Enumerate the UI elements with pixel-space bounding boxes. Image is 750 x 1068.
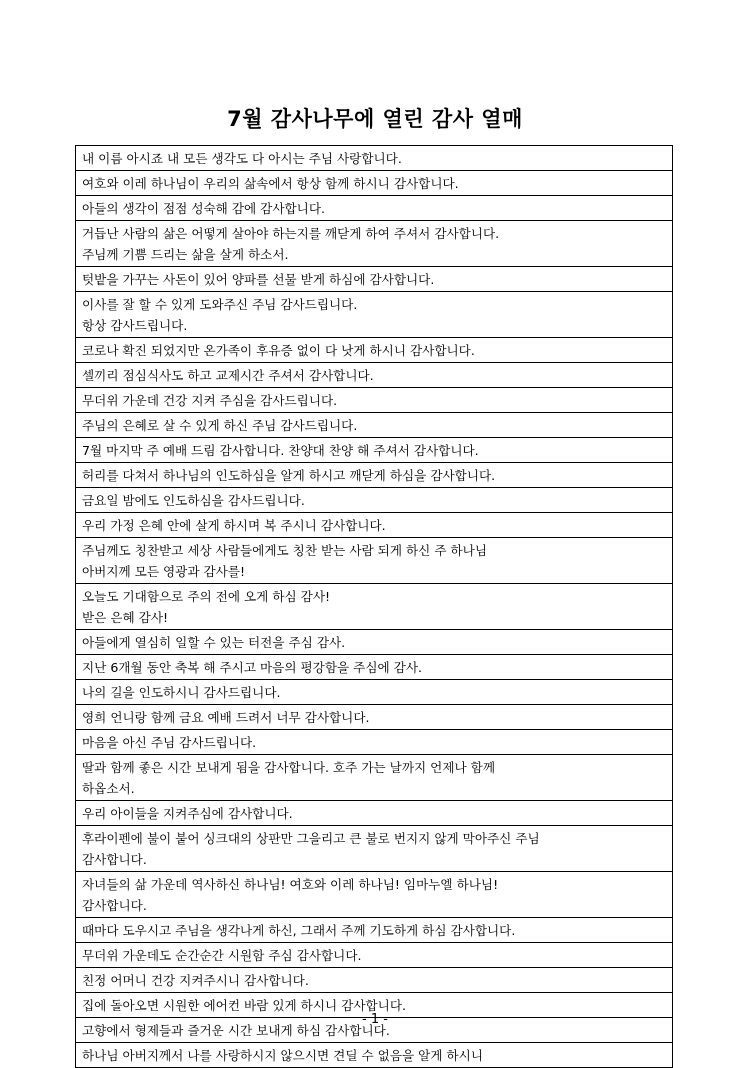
gratitude-row — [76, 538, 672, 584]
gratitude-text: 이사를 잘 할 수 있게 도와주신 주님 감사드립니다. — [82, 297, 358, 312]
gratitude-row — [76, 826, 672, 872]
gratitude-row — [76, 513, 672, 538]
gratitude-text: 때마다 도우시고 주님을 생각나게 하신, 그래서 주께 기도하게 하심 감사합니다. — [82, 923, 516, 938]
gratitude-row — [76, 630, 672, 655]
gratitude-text: 오늘도 기대함으로 주의 전에 오게 하심 감사! — [82, 589, 331, 604]
gratitude-text: 아들의 생각이 점점 성숙해 감에 감사합니다. — [82, 201, 325, 216]
gratitude-text: 금요일 밤에도 인도하심을 감사드립니다. — [82, 493, 305, 508]
gratitude-text: 거듭난 사람의 삶은 어떻게 살아야 하는지를 깨닫게 하여 주셔서 감사합니다. — [82, 226, 500, 241]
gratitude-text: 우리 아이들을 지켜주심에 감사합니다. — [82, 806, 293, 821]
gratitude-row — [76, 1043, 672, 1067]
gratitude-text: 항상 감사드립니다. — [82, 318, 188, 333]
gratitude-row — [76, 338, 672, 363]
gratitude-row — [76, 221, 672, 267]
gratitude-text: 자녀들의 삶 가운데 역사하신 하나님! 여호와 이레 하나님! 임마누엘 하나님! — [82, 877, 499, 892]
gratitude-text: 지난 6개월 동안 축복 해 주시고 마음의 평강함을 주심에 감사. — [82, 660, 423, 675]
gratitude-row — [76, 196, 672, 221]
gratitude-text: 마음을 아신 주님 감사드립니다. — [82, 735, 257, 750]
gratitude-row — [76, 488, 672, 513]
gratitude-text: 텃밭을 가꾸는 사돈이 있어 양파를 선물 받게 하심에 감사합니다. — [82, 272, 435, 287]
gratitude-row — [76, 438, 672, 463]
gratitude-row — [76, 584, 672, 630]
gratitude-text: 여호와 이레 하나님이 우리의 삶속에서 항상 함께 하시니 감사합니다. — [82, 176, 459, 191]
gratitude-text: 허리를 다쳐서 하나님의 인도하심을 알게 하시고 깨닫게 하심을 감사합니다. — [82, 468, 496, 483]
gratitude-text: 아들에게 열심히 일할 수 있는 터전을 주심 감사. — [82, 635, 346, 650]
gratitude-text: 고향에서 형제들과 즐거운 시간 보내게 하심 감사합니다. — [82, 1023, 390, 1038]
gratitude-row — [76, 413, 672, 438]
gratitude-row — [76, 872, 672, 918]
gratitude-row — [76, 918, 672, 943]
gratitude-row — [76, 705, 672, 730]
gratitude-text: 아버지께 모든 영광과 감사를! — [82, 564, 246, 579]
gratitude-text: 코로나 확진 되었지만 온가족이 후유증 없이 다 낫게 하시니 감사합니다. — [82, 343, 475, 358]
gratitude-table — [75, 145, 673, 1068]
gratitude-text: 감사합니다. — [82, 898, 147, 913]
page-title: 7월 감사나무에 열린 감사 열매 — [227, 107, 523, 131]
gratitude-row — [76, 292, 672, 338]
gratitude-row — [76, 363, 672, 388]
gratitude-text: 7월 마지막 주 예배 드림 감사합니다. 찬양대 찬양 해 주셔서 감사합니다. — [82, 443, 479, 458]
gratitude-row — [76, 968, 672, 993]
gratitude-row — [76, 463, 672, 488]
gratitude-row — [76, 755, 672, 801]
gratitude-row — [76, 146, 672, 171]
gratitude-text: 내 이름 아시죠 내 모든 생각도 다 아시는 주님 사랑합니다. — [82, 151, 402, 166]
gratitude-row — [76, 943, 672, 968]
gratitude-row — [76, 730, 672, 755]
gratitude-text: 하나님 아버지께서 나를 사랑하시지 않으시면 견딜 수 없음을 알게 하시니 — [82, 1048, 483, 1063]
page-number: - 1 - — [362, 1012, 388, 1027]
gratitude-row — [76, 801, 672, 826]
gratitude-text: 후라이펜에 불이 붙어 싱크대의 상판만 그을리고 큰 불로 번지지 않게 막아주신 주님 — [82, 831, 540, 846]
gratitude-text: 셀끼리 점심식사도 하고 교제시간 주셔서 감사합니다. — [82, 368, 374, 383]
gratitude-text: 딸과 함께 좋은 시간 보내게 됨을 감사합니다. 호주 가는 날까지 언제나 함께 — [82, 760, 496, 775]
gratitude-text: 친정 어머니 건강 지켜주시니 감사합니다. — [82, 973, 309, 988]
gratitude-row — [76, 267, 672, 292]
gratitude-text: 영희 언니랑 함께 금요 예배 드려서 너무 감사합니다. — [82, 710, 370, 725]
gratitude-text: 우리 가정 은혜 안에 살게 하시며 복 주시니 감사합니다. — [82, 518, 386, 533]
gratitude-text: 나의 길을 인도하시니 감사드립니다. — [82, 685, 281, 700]
gratitude-text: 집에 돌아오면 시원한 에어컨 바람 있게 하시니 감사합니다. — [82, 998, 406, 1013]
gratitude-text: 받은 은혜 감사! — [82, 610, 169, 625]
gratitude-text: 감사합니다. — [82, 852, 147, 867]
gratitude-text: 무더위 가운데 건강 지켜 주심을 감사드립니다. — [82, 393, 338, 408]
gratitude-text: 하옵소서. — [82, 781, 135, 796]
gratitude-text: 주님께 기쁨 드리는 삶을 살게 하소서. — [82, 247, 289, 262]
gratitude-text: 무더위 가운데도 순간순간 시원함 주심 감사합니다. — [82, 948, 362, 963]
gratitude-row — [76, 680, 672, 705]
gratitude-text: 주님의 은혜로 살 수 있게 하신 주님 감사드립니다. — [82, 418, 358, 433]
gratitude-row — [76, 388, 672, 413]
gratitude-row — [76, 655, 672, 680]
gratitude-row — [76, 171, 672, 196]
gratitude-text: 주님께도 칭찬받고 세상 사람들에게도 칭찬 받는 사람 되게 하신 주 하나님 — [82, 543, 487, 558]
